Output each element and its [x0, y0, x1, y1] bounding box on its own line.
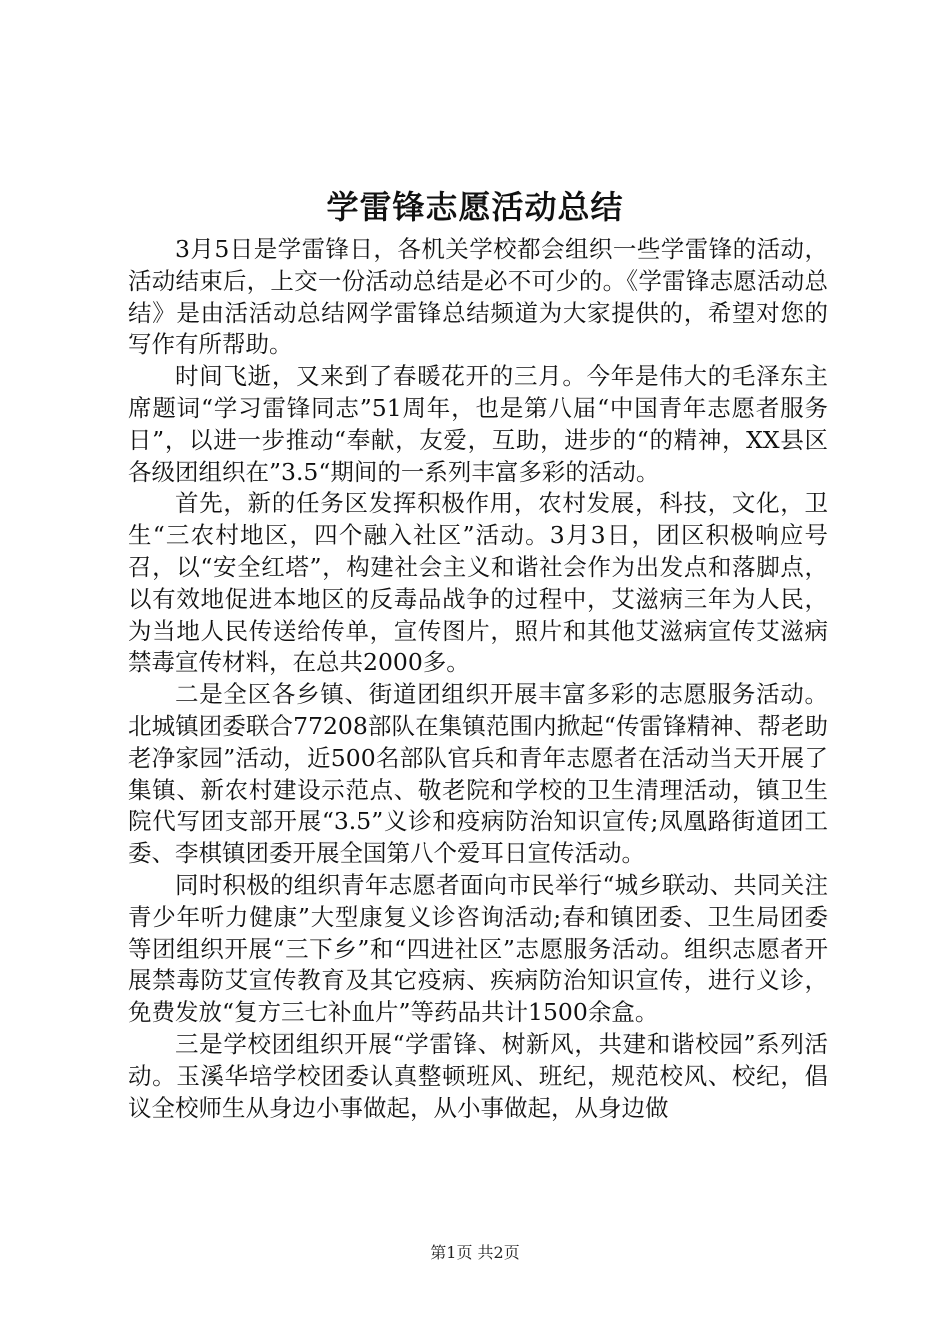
paragraph-4: 二是全区各乡镇、街道团组织开展丰富多彩的志愿服务活动。北城镇团委联合77208部队在集镇范围内掀起“传雷锋精神、帮老助老净家园”活动，近500名部队官兵和青年志愿者在活动当天开展了集镇、新农村建设示范点、敬老院和学校的卫生清理活动，镇卫生院代写团支部开展“3.5”义诊和疫病防治知识宣传;凤凰路街道团工委、李棋镇团委开展全国第八个爱耳日宣传活动。 — [128, 680, 828, 868]
document-body — [128, 234, 828, 1124]
paragraph-5: 同时积极的组织青年志愿者面向市民举行“城乡联动、共同关注青少年听力健康”大型康复义诊咨询活动;春和镇团委、卫生局团委等团组织开展“三下乡”和“四进社区”志愿服务活动。组织志愿者开展禁毒防艾宣传教育及其它疫病、疾病防治知识宣传，进行义诊，免费发放“复方三七补血片”等药品共计1500余盒。 — [128, 870, 828, 1027]
document-title: 学雷锋志愿活动总结 — [326, 188, 624, 226]
page-footer: 第1页 共2页 — [430, 1243, 520, 1262]
paragraph-3: 首先，新的任务区发挥积极作用，农村发展，科技，文化，卫生“三农村地区，四个融入社区”活动。3月3日，团区积极响应号召，以“安全红塔”，构建社会主义和谐社会作为出发点和落脚点，以有效地促进本地区的反毒品战争的过程中，艾滋病三年为人民，为当地人民传送给传单，宣传图片，照片和其他艾滋病宣传艾滋病禁毒宣传材料，在总共2000多。 — [128, 489, 828, 677]
paragraph-6: 三是学校团组织开展“学雷锋、树新风，共建和谐校园”系列活动。玉溪华培学校团委认真整顿班风、班纪，规范校风、校纪，倡议全校师生从身边小事做起，从小事做起，从身边做 — [128, 1029, 828, 1122]
paragraph-2: 时间飞逝，又来到了春暖花开的三月。今年是伟大的毛泽东主席题词“学习雷锋同志”51周年，也是第八届“中国青年志愿者服务日”，以进一步推动“奉献，友爱，互助，进步的“的精神，XX县区各级团组织在”3.5“期间的一系列丰富多彩的活动。 — [128, 362, 828, 486]
paragraph-1: 3月5日是学雷锋日，各机关学校都会组织一些学雷锋的活动，活动结束后，上交一份活动总结是必不可少的。《学雷锋志愿活动总结》是由活活动总结网学雷锋总结频道为大家提供的，希望对您的写作有所帮助。 — [128, 235, 828, 359]
